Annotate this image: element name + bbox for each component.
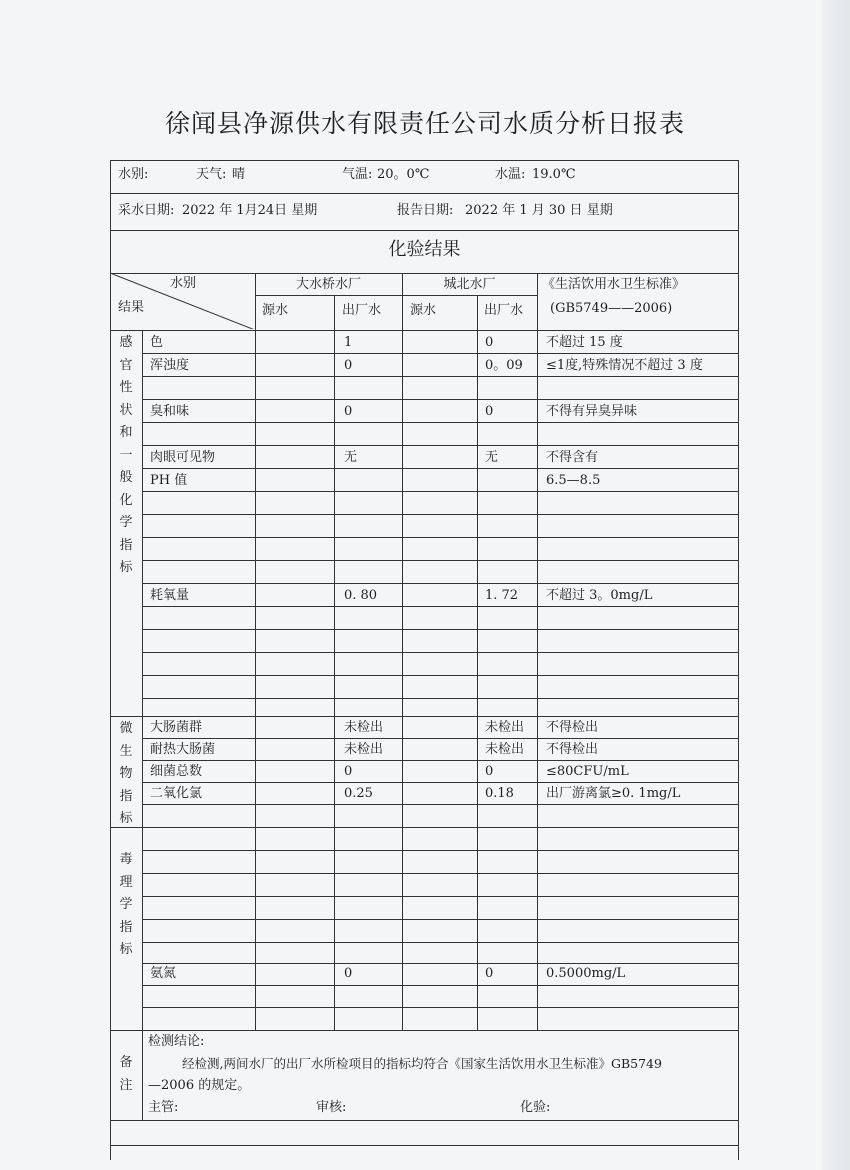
plant2-outlet-value: 未检出: [485, 742, 525, 757]
rule: [142, 738, 739, 739]
plant1-outlet-header: 出厂水: [342, 303, 382, 318]
plant1-outlet-value: 无: [344, 450, 358, 465]
standard-value: 不得含有: [546, 450, 599, 465]
rule: [142, 652, 739, 653]
row-name: 浑浊度: [150, 358, 190, 373]
weather-label: 天气:: [196, 167, 227, 182]
plant2-header: 城北水厂: [443, 277, 496, 292]
standard-header-line2: (GB5749——2006): [550, 301, 673, 316]
group-label-toxic: 毒理学指标: [119, 852, 133, 957]
rule: [110, 1120, 739, 1121]
weather-value: 晴: [232, 167, 246, 182]
page-edge-shadow: [822, 0, 850, 1170]
row-name: 耗氧量: [150, 588, 190, 603]
rule: [142, 399, 739, 400]
plant1-outlet-value: 0: [344, 404, 353, 419]
rule: [142, 850, 739, 851]
plant2-outlet-value: 无: [485, 450, 499, 465]
water-temp-label: 水温:: [495, 167, 526, 182]
standard-value: 不超过 15 度: [546, 335, 623, 350]
group-label-micro: 微生物指标: [119, 721, 133, 826]
standard-header-line1: 《生活饮用水卫生标准》: [542, 277, 686, 292]
standard-value: ≤80CFU/mL: [546, 764, 629, 779]
sample-date-label: 采水日期:: [118, 203, 175, 218]
plant1-source-header: 源水: [262, 303, 289, 318]
col-divider: [537, 330, 538, 1030]
plant1-outlet-value: 0: [344, 966, 353, 981]
rule: [142, 1007, 739, 1008]
header-diag-top: 水别: [170, 276, 197, 291]
plant1-outlet-value: 未检出: [344, 720, 384, 735]
group-rule: [110, 1030, 739, 1031]
rule: [142, 353, 739, 354]
conclusion-line-2: —2006 的规定。: [148, 1078, 251, 1093]
notes-col-divider: [142, 1030, 143, 1120]
plant1-outlet-value: 1: [344, 335, 353, 350]
rule: [142, 491, 739, 492]
row-name: 氨氮: [150, 966, 177, 981]
rule: [110, 1145, 739, 1146]
col-divider: [537, 273, 538, 330]
plant2-outlet-header: 出厂水: [484, 303, 524, 318]
water-type-label: 水别:: [118, 167, 149, 182]
standard-value: ≤1度,特殊情况不超过 3 度: [546, 358, 703, 373]
report-date-label: 报告日期:: [397, 203, 454, 218]
rule: [142, 942, 739, 943]
plant1-outlet-value: 0: [344, 764, 353, 779]
plant1-header: 大水桥水厂: [295, 277, 361, 292]
air-temp-value: 20。0℃: [377, 167, 430, 182]
col-divider: [402, 330, 403, 1030]
rule: [142, 782, 739, 783]
plant1-outlet-value: 0. 80: [344, 588, 378, 603]
plant2-outlet-value: 1. 72: [485, 588, 519, 603]
plant2-outlet-value: 0: [485, 764, 494, 779]
plant1-outlet-value: 0: [344, 358, 353, 373]
rule: [142, 422, 739, 423]
rule: [142, 919, 739, 920]
reviewer-label: 审核:: [316, 1100, 347, 1115]
standard-value: 不得检出: [546, 720, 599, 735]
report-title: 徐闻县净源供水有限责任公司水质分析日报表: [164, 109, 685, 138]
col-divider: [255, 330, 256, 1030]
table-border-top: [110, 160, 739, 161]
rule: [142, 698, 739, 699]
rule: [142, 873, 739, 874]
rule: [142, 537, 739, 538]
standard-value: 不得有异臭异味: [546, 404, 638, 419]
rule: [142, 675, 739, 676]
plant2-outlet-value: 0。09: [485, 358, 523, 373]
rule: [142, 514, 739, 515]
row-name: 肉眼可见物: [150, 450, 216, 465]
water-temp-value: 19.0℃: [532, 167, 576, 182]
row-name: 色: [150, 335, 164, 350]
rule: [142, 445, 739, 446]
conclusion-line-1: 经检测,两间水厂的出厂水所检项目的指标均符合《国家生活饮用水卫生标准》GB5749: [182, 1056, 662, 1071]
water-quality-table: [110, 160, 739, 1160]
group-rule: [110, 827, 739, 828]
section-title: 化验结果: [388, 239, 461, 260]
row-name: 二氧化氯: [150, 786, 203, 801]
standard-value: 不超过 3。0mg/L: [546, 588, 653, 603]
group-label-notes: 备注: [119, 1055, 133, 1093]
plant1-outlet-value: 0.25: [344, 786, 373, 801]
rule: [142, 760, 739, 761]
rule: [142, 985, 739, 986]
plant2-outlet-value: 0.18: [485, 786, 514, 801]
rule: [142, 560, 739, 561]
col-divider: [334, 330, 335, 1030]
col-divider: [477, 330, 478, 1030]
standard-value: 6.5—8.5: [546, 473, 601, 488]
header-diag-bottom: 结果: [118, 300, 145, 315]
rule: [142, 468, 739, 469]
conclusion-label: 检测结论:: [148, 1034, 205, 1049]
sample-date-value: 2022 年 1月24日 星期: [182, 203, 318, 218]
rule: [142, 804, 739, 805]
rule: [110, 193, 739, 194]
report-date-value: 2022 年 1 月 30 日 星期: [465, 203, 613, 218]
group-label-sensory: 感官性状和一般化学指标: [119, 335, 133, 575]
row-name: 大肠菌群: [150, 720, 203, 735]
row-name: 细菌总数: [150, 764, 203, 779]
standard-value: 0.5000mg/L: [546, 966, 626, 981]
rule: [142, 376, 739, 377]
rule: [142, 629, 739, 630]
plant2-outlet-value: 0: [485, 335, 494, 350]
col-divider: [477, 295, 478, 330]
plant2-outlet-value: 未检出: [485, 720, 525, 735]
standard-value: 不得检出: [546, 742, 599, 757]
plant2-outlet-value: 0: [485, 404, 494, 419]
standard-value: 出厂游离氯≥0. 1mg/L: [546, 786, 681, 801]
plant2-source-header: 源水: [410, 303, 437, 318]
col-divider: [334, 295, 335, 330]
row-name: 耐热大肠菌: [150, 742, 216, 757]
row-name: 臭和味: [150, 404, 190, 419]
row-name: PH 值: [150, 473, 188, 488]
rule: [110, 230, 739, 231]
table-border-right: [738, 160, 739, 1160]
air-temp-label: 气温:: [342, 167, 373, 182]
group-rule: [110, 716, 739, 717]
plant2-outlet-value: 0: [485, 966, 494, 981]
rule: [255, 295, 537, 296]
tester-label: 化验:: [520, 1100, 551, 1115]
group-col-divider: [142, 330, 143, 1030]
supervisor-label: 主管:: [148, 1100, 179, 1115]
rule: [110, 330, 739, 331]
rule: [142, 896, 739, 897]
rule: [142, 583, 739, 584]
plant1-outlet-value: 未检出: [344, 742, 384, 757]
rule: [142, 606, 739, 607]
rule: [142, 963, 739, 964]
